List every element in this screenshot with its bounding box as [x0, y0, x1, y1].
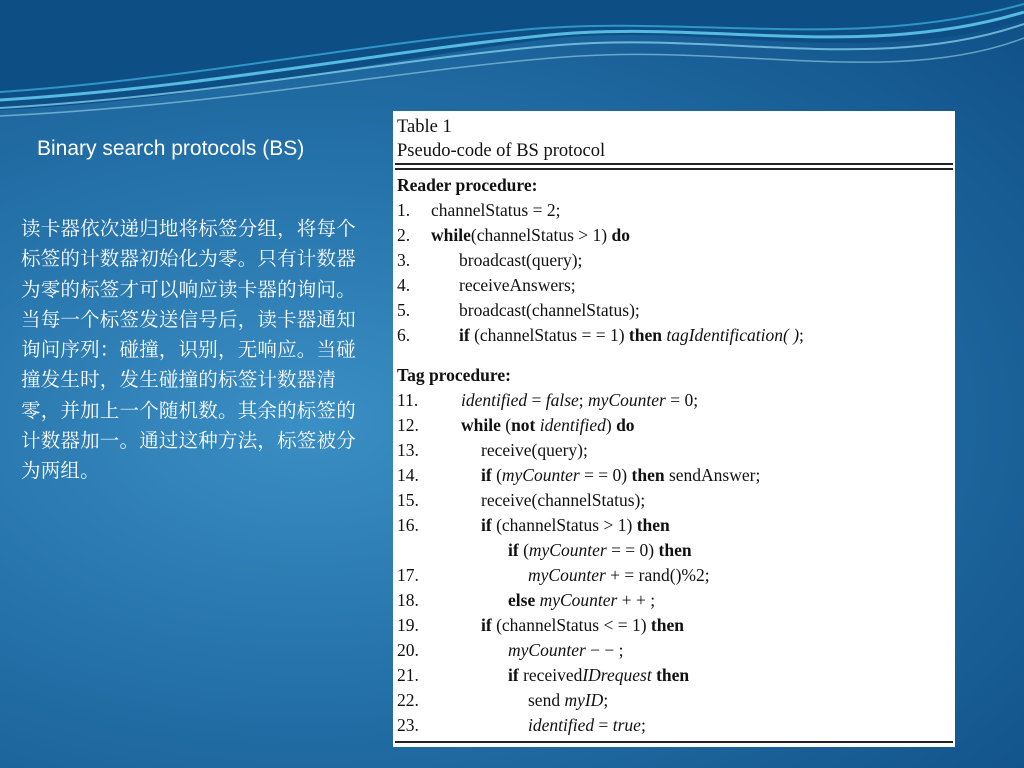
table-caption — [397, 115, 605, 163]
line-number: 23. — [397, 715, 419, 735]
line-number: 11. — [397, 390, 419, 410]
code-token: (channelStatus > 1) — [470, 225, 612, 245]
code-token: if — [481, 465, 492, 485]
code-line — [397, 588, 951, 613]
code-token: if — [508, 665, 519, 685]
code-text — [431, 515, 670, 535]
code-token: broadcast(query); — [459, 250, 583, 270]
code-token: false — [545, 390, 579, 410]
code-line — [397, 613, 951, 638]
code-token: + = rand()%2; — [605, 565, 710, 585]
code-line — [397, 463, 951, 488]
code-token: myCounter — [588, 390, 666, 410]
code-line — [397, 688, 951, 713]
slide-body-text: 读卡器依次递归地将标签分组，将每个标签的计数器初始化为零。只有计数器为零的标签才可以响应读卡器的询问。当每一个标签发送信号后，读卡器通知询问序列：碰撞，识别，无响应。当碰撞发生时，发生碰撞的标签计数器清零，并加上一个随机数。其余的标签的计数器加一。通过这种方法，标签被分为两组。 — [21, 217, 356, 483]
decorative-wave-banner — [0, 0, 1024, 120]
code-text — [431, 325, 804, 345]
code-line — [397, 323, 951, 348]
code-token: = 0; — [665, 390, 699, 410]
code-text — [431, 250, 582, 270]
line-number: 1. — [397, 200, 411, 220]
code-line — [397, 413, 951, 438]
code-token: − − ; — [585, 640, 624, 660]
code-token: ) — [605, 415, 617, 435]
code-token: receive(query); — [481, 440, 588, 460]
line-number: 21. — [397, 665, 419, 685]
code-token: + + ; — [617, 590, 656, 610]
code-token: identified — [528, 715, 595, 735]
code-token: else — [508, 590, 536, 610]
code-token: while — [431, 225, 471, 245]
code-token: receiveAnswers; — [459, 275, 576, 295]
code-line — [397, 298, 951, 323]
code-token: ; — [799, 325, 804, 345]
code-token: do — [616, 415, 635, 435]
line-number: 14. — [397, 465, 419, 485]
code-text — [431, 715, 646, 735]
line-number: 16. — [397, 515, 419, 535]
code-token: ( — [500, 415, 512, 435]
line-number: 6. — [397, 325, 411, 345]
code-line — [397, 223, 951, 248]
code-token: myCounter — [539, 590, 618, 610]
line-number: 20. — [397, 640, 419, 660]
code-token: while — [461, 415, 501, 435]
code-token: = — [527, 390, 546, 410]
line-number: 5. — [397, 300, 411, 320]
code-token: received — [518, 665, 583, 685]
code-line — [397, 638, 951, 663]
line-number: 2. — [397, 225, 411, 245]
line-number: 4. — [397, 275, 411, 295]
code-token: channelStatus = 2; — [431, 200, 561, 220]
code-text — [431, 590, 655, 610]
code-text — [431, 615, 684, 635]
code-token: if — [481, 615, 492, 635]
code-token: (channelStatus > 1) — [491, 515, 637, 535]
code-text — [431, 390, 698, 410]
code-token: do — [611, 225, 630, 245]
code-token: then — [650, 615, 684, 635]
line-number: 13. — [397, 440, 419, 460]
code-token: = — [594, 715, 613, 735]
code-text — [431, 640, 624, 660]
code-text — [431, 225, 630, 245]
code-text — [431, 415, 635, 435]
code-token: (channelStatus = = 1) — [469, 325, 629, 345]
code-token: (channelStatus < = 1) — [491, 615, 651, 635]
top-rule-double — [395, 168, 953, 170]
code-token: myCounter — [501, 465, 580, 485]
code-line — [397, 438, 951, 463]
table-caption-title: Pseudo-code of BS protocol — [397, 141, 606, 161]
code-token: identified — [539, 415, 606, 435]
code-token: ; — [640, 715, 646, 735]
code-token: myID — [564, 690, 604, 710]
code-token: = = 0) — [606, 540, 659, 560]
code-token: myCounter — [528, 565, 606, 585]
code-token: if — [481, 515, 492, 535]
code-line — [397, 273, 951, 298]
code-text — [431, 565, 710, 585]
line-number: 12. — [397, 415, 419, 435]
tag-procedure-heading: Tag procedure: — [397, 365, 511, 385]
table-caption-number: Table 1 — [397, 117, 452, 137]
line-number: 19. — [397, 615, 419, 635]
bottom-rule — [395, 741, 953, 743]
code-token: if — [508, 540, 519, 560]
code-token: then — [658, 540, 692, 560]
code-token: true — [612, 715, 641, 735]
code-token: myCounter — [528, 540, 607, 560]
code-token: then — [656, 665, 690, 685]
code-text — [431, 490, 645, 510]
code-text — [431, 300, 640, 320]
code-line — [397, 513, 951, 538]
code-token: identified — [461, 390, 528, 410]
code-token: then — [628, 325, 662, 345]
code-line — [397, 663, 951, 688]
code-line — [397, 198, 951, 223]
code-line — [397, 248, 951, 273]
code-token: ; — [603, 690, 609, 710]
code-token: send — [528, 690, 565, 710]
code-token: then — [636, 515, 670, 535]
code-text — [431, 690, 608, 710]
line-number: 3. — [397, 250, 411, 270]
pseudo-code-table — [393, 111, 955, 747]
code-line — [397, 713, 951, 738]
code-line — [397, 388, 951, 413]
code-text — [431, 540, 692, 560]
code-token: myCounter — [508, 640, 586, 660]
top-rule — [395, 163, 953, 165]
code-line — [397, 538, 951, 563]
line-number: 18. — [397, 590, 419, 610]
code-token: if — [459, 325, 470, 345]
code-token: ( — [518, 540, 529, 560]
slide-title: Binary search protocols (BS) — [37, 137, 305, 160]
code-token: ; — [578, 390, 589, 410]
code-line — [397, 488, 951, 513]
code-token: broadcast(channelStatus); — [459, 300, 640, 320]
code-token: ( — [491, 465, 502, 485]
line-number: 22. — [397, 690, 419, 710]
code-text — [431, 440, 588, 460]
code-token: sendAnswer; — [664, 465, 761, 485]
line-number: 17. — [397, 565, 419, 585]
code-token: then — [631, 465, 665, 485]
code-line — [397, 563, 951, 588]
code-token: IDrequest — [582, 665, 652, 685]
line-number: 15. — [397, 490, 419, 510]
reader-procedure-heading: Reader procedure: — [397, 175, 538, 195]
code-text — [431, 465, 760, 485]
code-token: tagIdentification( ) — [666, 325, 800, 345]
code-token: = = 0) — [579, 465, 632, 485]
code-token: receive(channelStatus); — [481, 490, 646, 510]
code-text — [431, 200, 560, 220]
code-text — [431, 275, 576, 295]
code-text — [431, 665, 689, 685]
code-token: not — [511, 415, 536, 435]
